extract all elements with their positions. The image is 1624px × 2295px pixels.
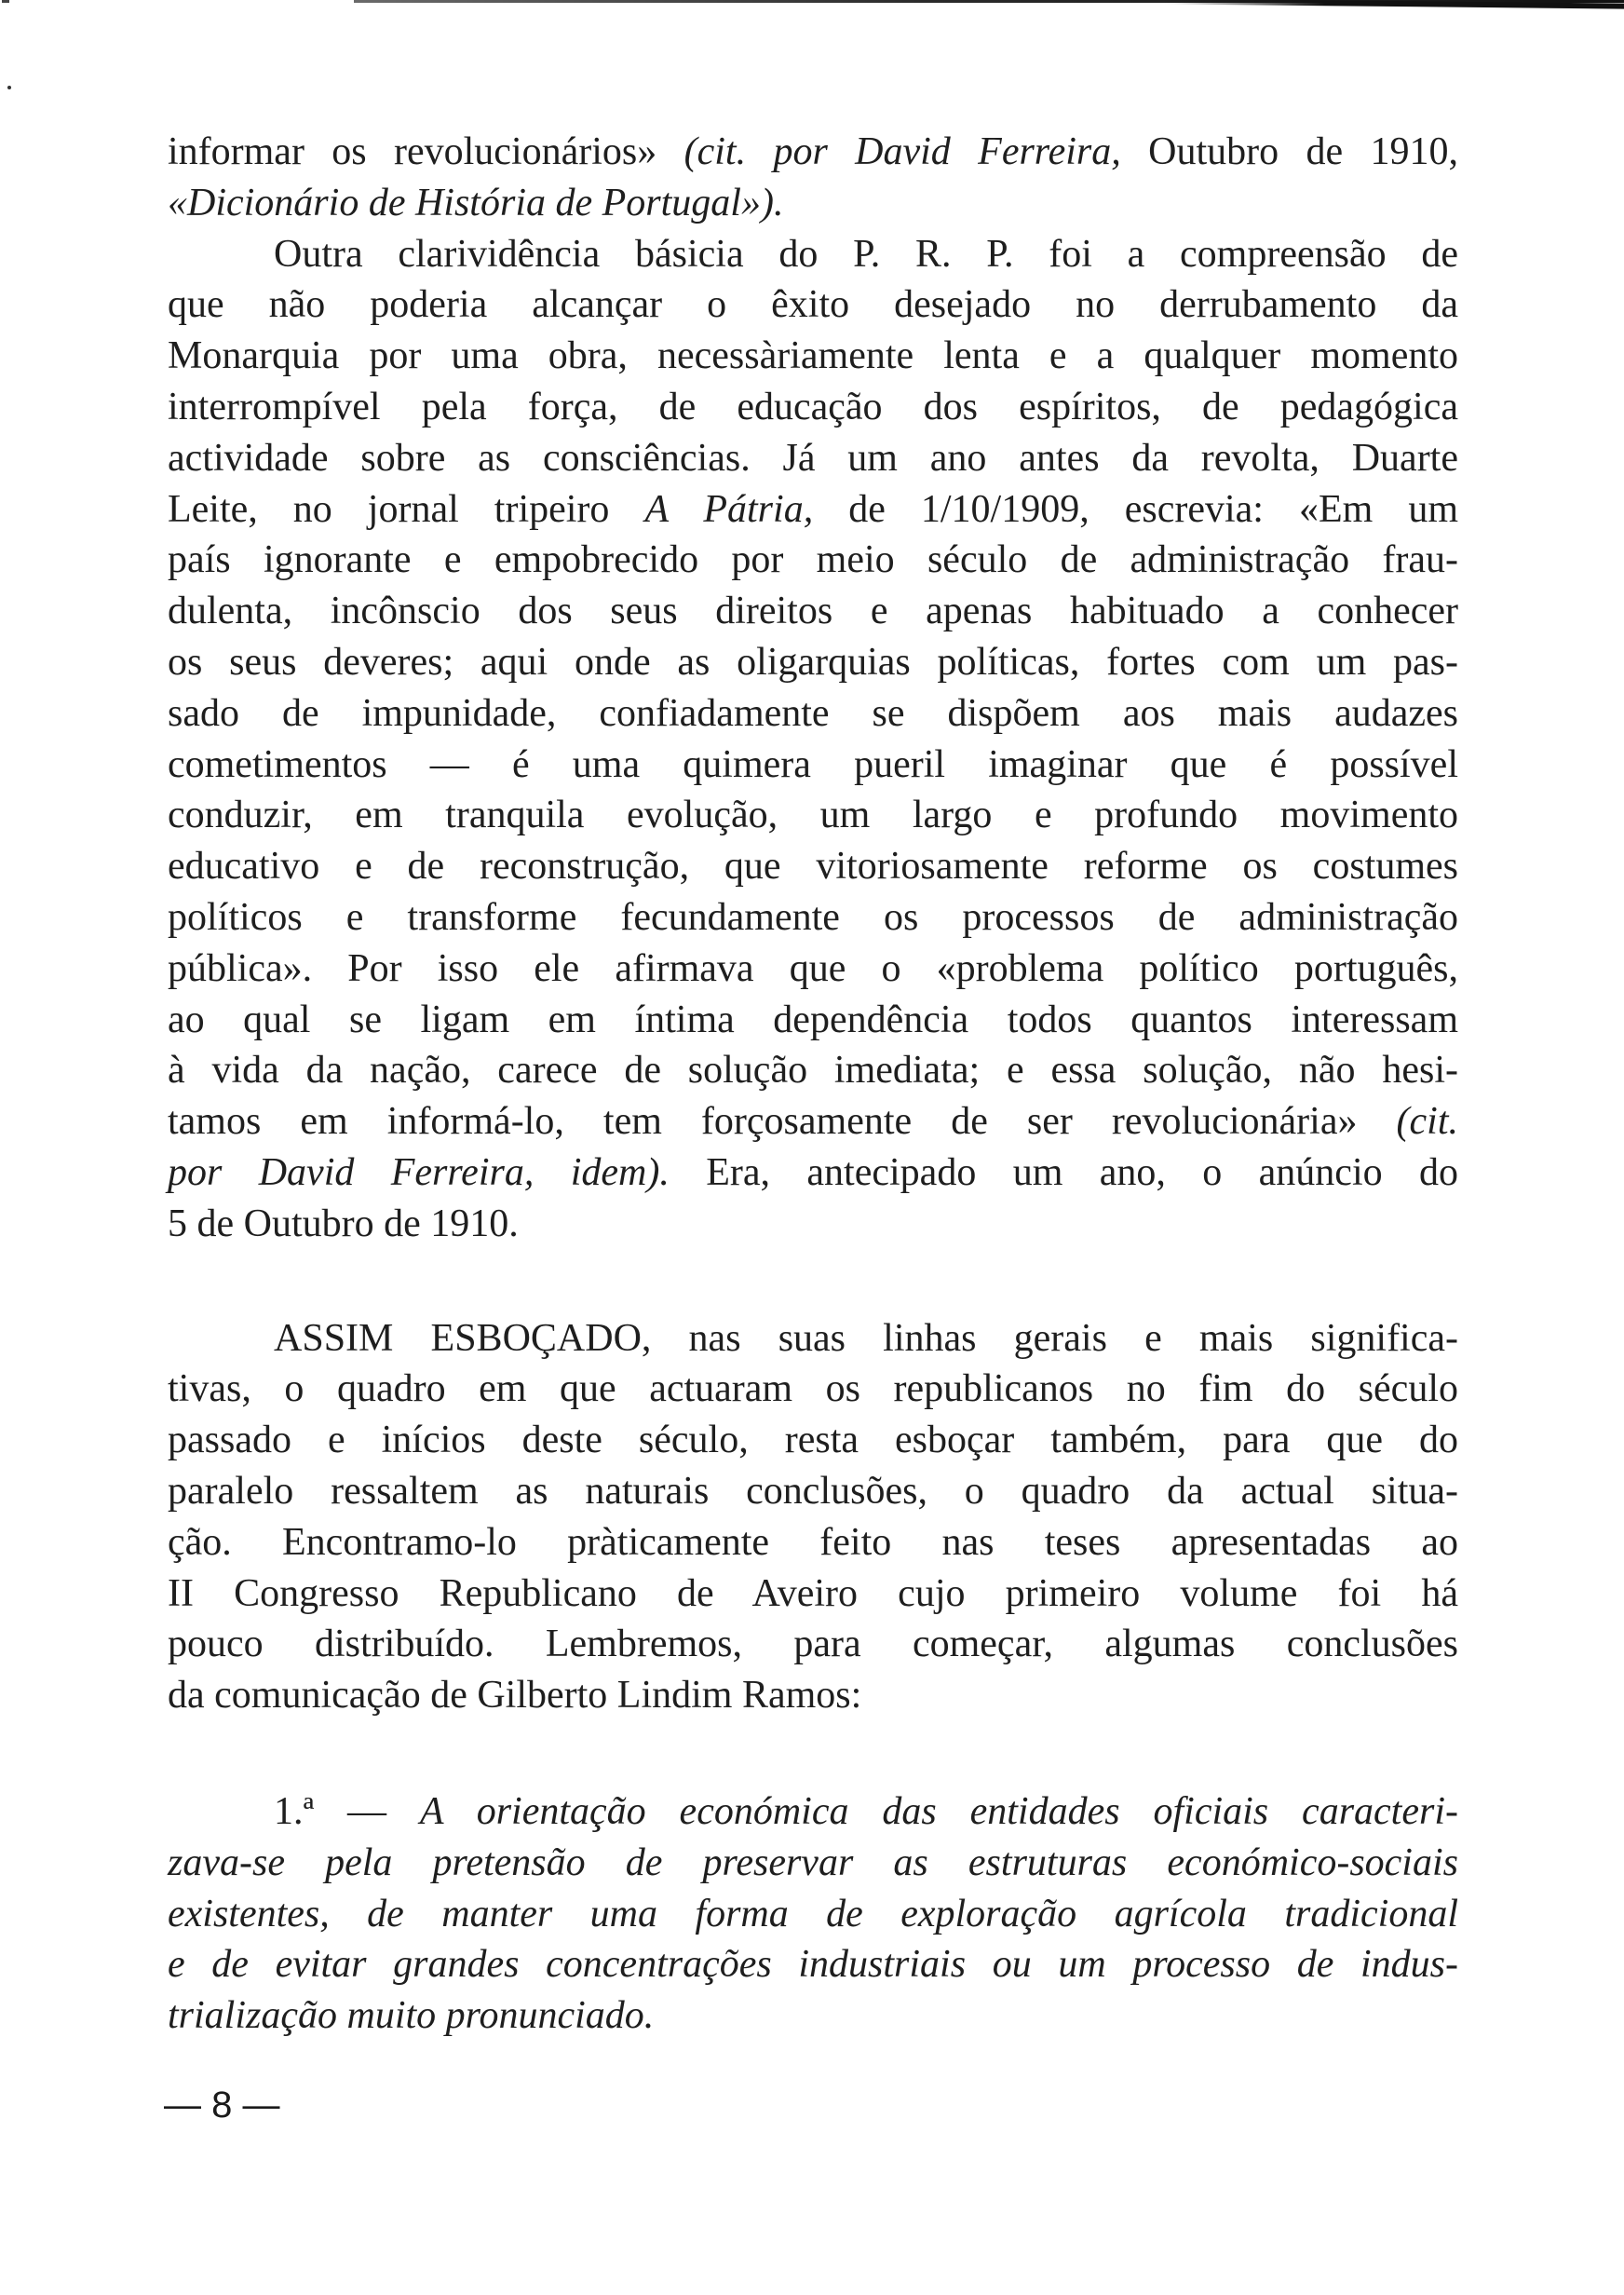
text-line: que não poderia alcançar o êxito desejado no derrubamento da [168,283,1458,327]
text-run: tamos em informá-lo, tem forçosamente de ser revolucionária» [168,1100,1397,1144]
citation-italic: por David Ferreira, idem). [168,1150,670,1194]
text-line [168,484,1458,536]
text-line: da comunicação de Gilberto Lindim Ramos: [168,1674,862,1718]
text-line: cometimentos — é uma quimera pueril imaginar que é possível [168,742,1458,786]
text-line: os seus deveres; aqui onde as oligarquias políticas, fortes com um pas- [168,640,1458,684]
text-line [168,1786,1458,1838]
text-line: «Dicionário de História de Portugal»). [168,181,784,224]
text-run: Era, antecipado um ano, o anúncio do [669,1150,1459,1194]
text-line: à vida da nação, carece de solução imediata; e essa solução, não hesi- [168,1049,1458,1093]
text-line: actividade sobre as consciências. Já um ano antes da revolta, Duarte [168,436,1458,480]
text-line: passado e inícios deste século, resta esboçar também, para que do [168,1419,1458,1462]
text-line: educativo e de reconstrução, que vitoriosamente reforme os costumes [168,845,1458,889]
text-run: Leite, no jornal tripeiro [168,487,645,531]
page-body [168,127,1458,2042]
text-line: tivas, o quadro em que actuaram os republicanos no fim do século [168,1367,1458,1411]
text-line: II Congresso Republicano de Aveiro cujo primeiro volume foi há [168,1571,1458,1615]
text-line: Monarquia por uma obra, necessàriamente lenta e a qualquer momento [168,334,1458,378]
text-line: trialização muito pronunciado. [168,1994,655,2038]
conclusion-text: A orientação económica das entidades oficiais caracteri- [419,1789,1458,1833]
text-line: ASSIM ESBOÇADO, nas suas linhas gerais e mais significa- [274,1316,1458,1360]
text-line: sado de impunidade, confiadamente se dispõem aos mais audazes [168,691,1458,735]
paragraph-clarividencia [168,229,1458,1250]
text-line [168,1148,1458,1199]
edge-speck [7,86,11,89]
paragraph-continuation [168,127,1458,229]
text-run: de 1/10/1909, escrevia: «Em um [813,487,1458,531]
citation-italic: (cit. [1396,1100,1458,1144]
item-number: 1.ª — [274,1789,420,1833]
text-line: interrompível pela força, de educação dos espíritos, de pedagógica [168,385,1458,428]
text-line [168,1096,1458,1148]
conclusion-item-1 [168,1786,1458,2042]
text-line: 5 de Outubro de 1910. [168,1202,519,1245]
text-line: pública». Por isso ele afirmava que o «problema político português, [168,946,1458,990]
text-line: Outra clarividência básicia do P. R. P. foi a compreensão de [274,232,1458,276]
page-number: — 8 — [164,2085,280,2125]
text-line: políticos e transforme fecundamente os processos de administração [168,895,1458,939]
text-line [168,127,1458,178]
text-line: dulenta, incônscio dos seus direitos e apenas habituado a conhecer [168,590,1458,633]
text-line: paralelo ressaltem as naturais conclusões, o quadro da actual situa- [168,1469,1458,1513]
citation-italic: (cit. por David Ferreira, [683,130,1121,173]
text-line: zava-se pela pretensão de preservar as estruturas económico-sociais [168,1840,1458,1884]
paragraph-gap [168,1250,1458,1313]
text-line: ção. Encontramo-lo pràticamente feito nas teses apresentadas ao [168,1520,1458,1564]
text-line: existentes, de manter uma forma de exploração agrícola tradicional [168,1892,1458,1935]
text-line: e de evitar grandes concentrações industriais ou um processo de indus- [168,1943,1458,1987]
text-line: pouco distribuído. Lembremos, para começar, algumas conclusões [168,1623,1458,1666]
paragraph-assim-esbocado [168,1313,1458,1721]
text-run: Outubro de 1910, [1120,130,1458,173]
text-line: conduzir, em tranquila evolução, um largo e profundo movimento [168,794,1458,837]
paragraph-gap [168,1721,1458,1786]
newspaper-title: A Pátria, [644,487,814,531]
text-run: informar os revolucionários» [168,130,684,173]
text-line: país ignorante e empobrecido por meio século de administração frau- [168,538,1458,582]
text-line: ao qual se ligam em íntima dependência todos quantos interessam [168,998,1458,1041]
corner-mark [2,0,9,3]
